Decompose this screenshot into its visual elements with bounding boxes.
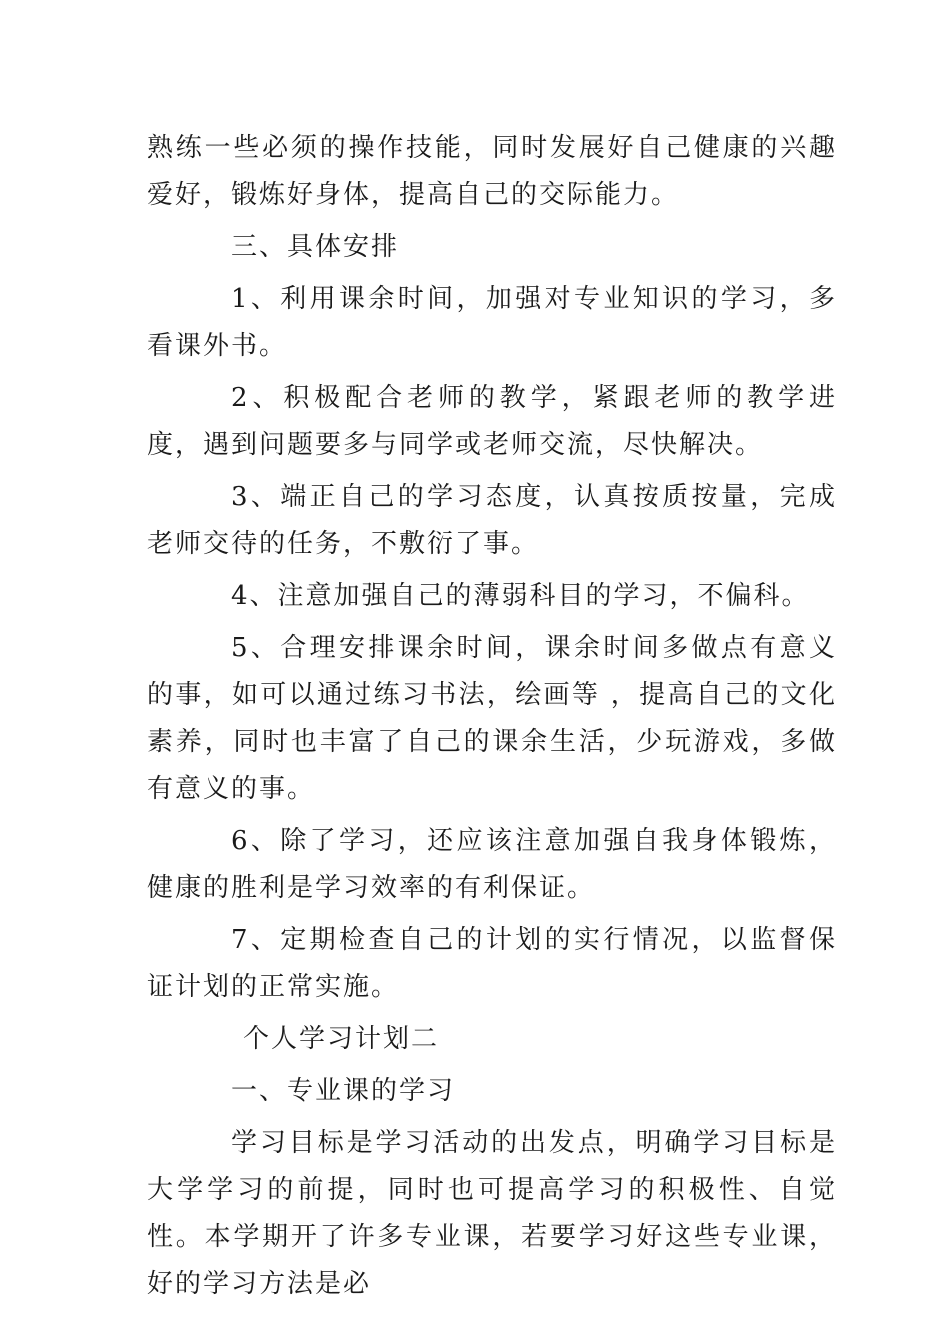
list-item-6: 6、除了学习，还应该注意加强自我身体锻炼，健康的胜利是学习效率的有利保证。 <box>147 826 837 903</box>
document-body <box>147 125 837 1308</box>
body-paragraph: 学习目标是学习活动的出发点，明确学习目标是大学学习的前提，同时也可提高学习的积极性、自觉性。本学期开了许多专业课，若要学习好这些专业课，好的学习方法是必 <box>147 1128 837 1299</box>
section-heading-specific-arrangement: 三、具体安排 <box>231 232 400 262</box>
list-item-4: 4、注意加强自己的薄弱科目的学习，不偏科。 <box>231 581 810 611</box>
subtitle-plan-two: 个人学习计划二 <box>243 1024 440 1054</box>
paragraph-continuation: 熟练一些必须的操作技能，同时发展好自己健康的兴趣爱好，锻炼好身体，提高自己的交际能力。 <box>147 133 837 210</box>
list-item-7: 7、定期检查自己的计划的实行情况，以监督保证计划的正常实施。 <box>147 925 837 1002</box>
list-item-3: 3、端正自己的学习态度，认真按质按量，完成老师交待的任务，不敷衍了事。 <box>147 482 837 559</box>
list-item-2: 2、积极配合老师的教学，紧跟老师的教学进度，遇到问题要多与同学或老师交流，尽快解决。 <box>147 383 837 460</box>
list-item-1: 1、利用课余时间，加强对专业知识的学习，多看课外书。 <box>147 284 837 361</box>
list-item-5: 5、合理安排课余时间，课余时间多做点有意义的事，如可以通过练习书法，绘画等 ，提高自己的文化素养，同时也丰富了自己的课余生活，少玩游戏，多做有意义的事。 <box>147 633 837 804</box>
section-heading-major-courses: 一、专业课的学习 <box>231 1076 456 1106</box>
